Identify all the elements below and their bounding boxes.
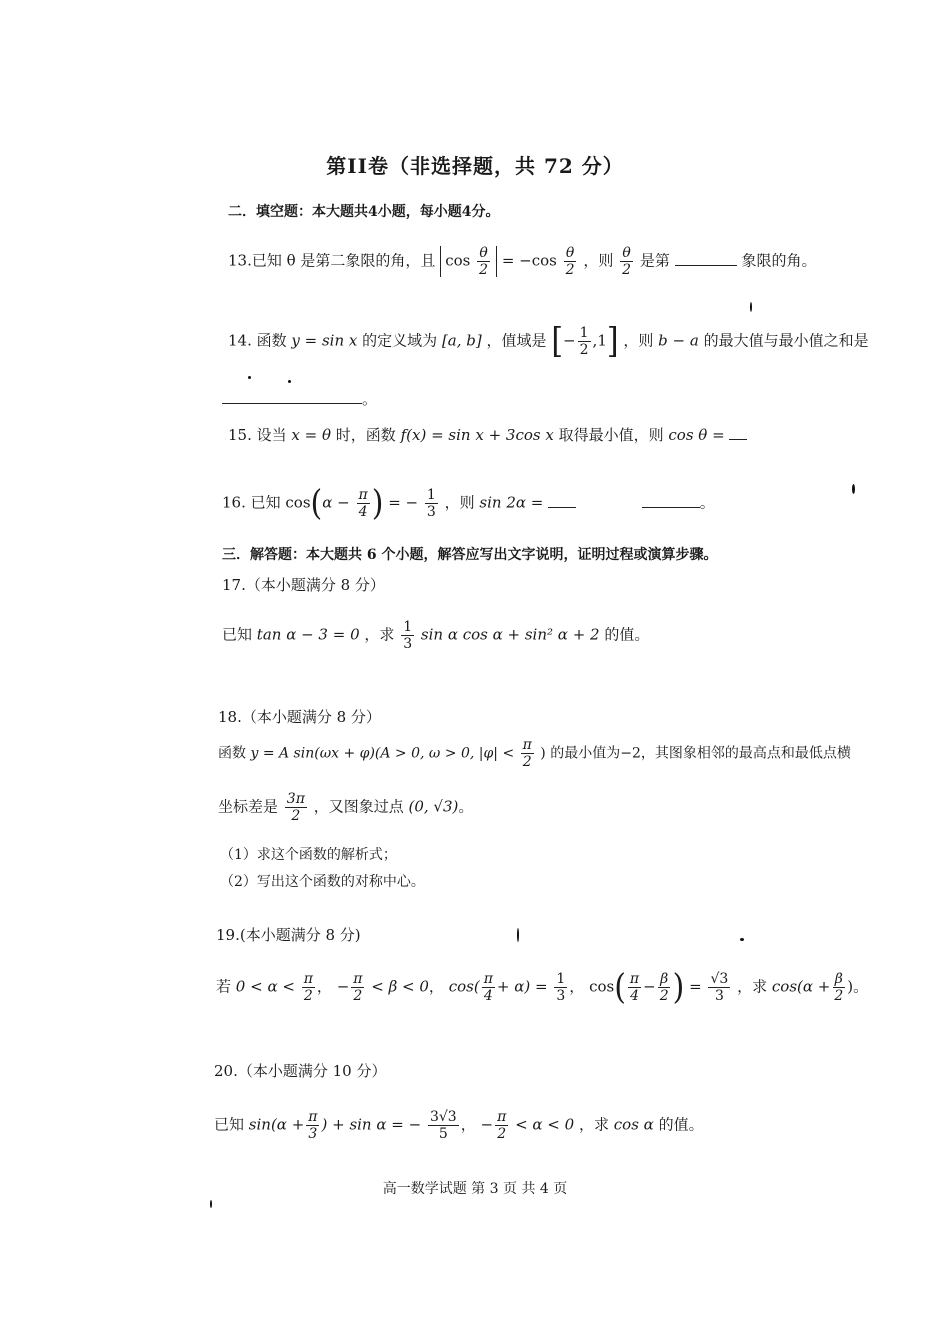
q20-askexpr: cos α bbox=[613, 1115, 654, 1134]
q14-period: 。 bbox=[362, 390, 378, 408]
q18-header: 18.（本小题满分 8 分） bbox=[218, 708, 381, 726]
q14-frac-num: 1 bbox=[579, 325, 589, 341]
q19-eq: = bbox=[689, 977, 702, 996]
q13-is: 是第 bbox=[639, 251, 670, 270]
q18-fracpi-num: π bbox=[522, 737, 532, 753]
q19-c2a: − bbox=[336, 977, 350, 996]
q13-abs bbox=[440, 246, 497, 277]
q17-prefix: 已知 bbox=[222, 625, 253, 644]
q16-prefix: 16. 已知 bbox=[222, 493, 281, 512]
q19-frac-3 bbox=[482, 972, 495, 1003]
q15-prefix: 15. 设当 bbox=[228, 426, 287, 444]
q19-close: ) bbox=[847, 977, 854, 996]
question-16 bbox=[222, 482, 715, 524]
q14-tail: 的最大值与最小值之和是 bbox=[703, 331, 869, 350]
q20-sin: sin(α + bbox=[248, 1115, 305, 1134]
q14-domain: 的定义域为 bbox=[362, 331, 438, 350]
q16-alpha: α − bbox=[322, 493, 350, 512]
q19-frac7-num: √3 bbox=[710, 971, 729, 987]
section2-heading: 二．填空题：本大题共4小题，每小题4分。 bbox=[228, 204, 500, 220]
q18-line1a: 函数 bbox=[218, 745, 246, 762]
q20-frac2-den: 5 bbox=[438, 1126, 448, 1142]
q19-frac7-den: 3 bbox=[714, 988, 724, 1004]
q15-func: f(x) = sin x + 3cos x bbox=[400, 426, 554, 444]
page-footer: 高一数学试题 第 3 页 共 4 页 bbox=[382, 1181, 568, 1197]
q14-interval: [a, b] bbox=[441, 331, 482, 350]
q14-suffix: ，则 bbox=[623, 331, 654, 350]
q19-frac4-den: 3 bbox=[556, 988, 566, 1004]
q17-expr: sin α cos α + sin² α + 2 bbox=[420, 625, 600, 644]
q19-frac-1 bbox=[302, 972, 315, 1003]
q19-ask: ，求 bbox=[737, 977, 768, 996]
q19-frac-4 bbox=[554, 972, 567, 1003]
q20-frac-1 bbox=[306, 1110, 319, 1141]
q16-frac-pi bbox=[357, 488, 370, 519]
q14-close-bracket: ] bbox=[606, 320, 619, 362]
q18-line1b: ) 的最小值为−2，其图象相邻的最高点和最低点横 bbox=[540, 745, 851, 762]
q13-frac-3 bbox=[620, 246, 633, 277]
q17-cond: tan α − 3 = 0 bbox=[256, 625, 360, 644]
q19-comma-2: ， bbox=[428, 977, 444, 996]
q17-frac-num: 1 bbox=[403, 619, 413, 635]
q18-fracpi-den: 2 bbox=[522, 754, 532, 770]
section-title: 第II卷（非选择题，共 72 分） bbox=[326, 154, 624, 178]
q19-frac6-den: 2 bbox=[659, 988, 669, 1004]
q16-cos: cos bbox=[285, 493, 311, 512]
q19-header: 19.(本小题满分 8 分) bbox=[216, 926, 361, 944]
q16-eq: = − bbox=[388, 493, 419, 512]
section3-heading: 三．解答题：本大题共 6 个小题，解答应写出文字说明，证明过程或演算步骤。 bbox=[222, 547, 718, 563]
q13-frac3-num: θ bbox=[622, 245, 631, 261]
q13-frac1-num: θ bbox=[479, 245, 488, 261]
q18-frac-3pi bbox=[285, 792, 307, 823]
q14-func: y = sin x bbox=[291, 331, 358, 350]
q16-fracthird-den: 3 bbox=[426, 504, 436, 520]
q13-frac2-den: 2 bbox=[565, 262, 575, 278]
scan-speck bbox=[210, 1200, 212, 1208]
q19-frac-6 bbox=[658, 972, 671, 1003]
q19-cosa: cos( bbox=[448, 977, 480, 996]
q20-ask: ，求 bbox=[578, 1115, 609, 1134]
question-15 bbox=[228, 428, 747, 443]
q18-point: (0, √3) bbox=[408, 797, 459, 816]
q16-period: 。 bbox=[699, 493, 715, 512]
question-14 bbox=[228, 320, 869, 362]
q16-answer-blank-1[interactable] bbox=[548, 507, 576, 508]
question-18-line2 bbox=[218, 792, 473, 823]
q19-frac8-num: β bbox=[834, 971, 843, 987]
q16-fracthird-num: 1 bbox=[426, 487, 436, 503]
q20-neg: − bbox=[480, 1115, 494, 1134]
question-19 bbox=[216, 966, 869, 1008]
q19-c2b: < β < 0 bbox=[371, 977, 429, 996]
q20-comma: ， bbox=[460, 1115, 476, 1134]
q16-answer-blank-2[interactable] bbox=[642, 507, 700, 508]
q14-answer-blank[interactable] bbox=[222, 403, 362, 404]
q14-frac bbox=[578, 326, 591, 357]
q20-header: 20.（本小题满分 10 分） bbox=[214, 1062, 387, 1080]
q15-cond: x = θ bbox=[291, 426, 332, 444]
q14-frac-den: 2 bbox=[579, 342, 589, 358]
q19-cosb: cos bbox=[589, 977, 615, 996]
q18-func: y = A sin(ωx + φ)(A > 0, ω > 0, |φ| < bbox=[250, 745, 515, 762]
q18-period: 。 bbox=[458, 797, 474, 816]
q20-frac3-num: π bbox=[497, 1109, 507, 1125]
q19-frac3-den: 4 bbox=[483, 988, 493, 1004]
q19-frac5-num: π bbox=[629, 971, 640, 987]
q19-frac6-num: β bbox=[660, 971, 669, 987]
q16-ask: sin 2α = bbox=[479, 493, 544, 512]
q17-frac bbox=[401, 620, 414, 651]
q19-frac-8 bbox=[832, 972, 845, 1003]
q19-c1a: 0 < α < bbox=[235, 977, 295, 996]
q16-close-paren: ) bbox=[371, 482, 384, 524]
q19-comma-3: ， bbox=[569, 977, 585, 996]
q19-frac2-den: 2 bbox=[353, 988, 363, 1004]
scan-speck bbox=[517, 928, 519, 942]
q19-frac4-num: 1 bbox=[556, 971, 566, 987]
q16-then: ，则 bbox=[444, 493, 475, 512]
question-18-line1 bbox=[218, 738, 851, 769]
q15-ask: cos θ = bbox=[668, 426, 725, 444]
q20-rest: ) + sin α = − bbox=[321, 1115, 422, 1134]
q13-prefix: 13.已知 θ 是第二象限的角，且 bbox=[228, 251, 436, 270]
q18-part2: （2）写出这个函数的对称中心。 bbox=[220, 874, 425, 890]
question-13 bbox=[228, 246, 816, 277]
q17-suffix: 的值。 bbox=[604, 625, 650, 644]
q20-frac-2 bbox=[428, 1110, 459, 1141]
q14-minus: − bbox=[563, 331, 576, 350]
q14-range-end: ,1 bbox=[592, 331, 607, 350]
q14-prefix: 14. 函数 bbox=[228, 331, 287, 350]
question-17 bbox=[222, 620, 649, 651]
q14-range: ，值域是 bbox=[486, 331, 547, 350]
q17-header: 17.（本小题满分 8 分） bbox=[222, 576, 385, 594]
q16-frac-third bbox=[425, 488, 438, 519]
q20-prefix: 已知 bbox=[214, 1115, 245, 1134]
scan-speck bbox=[750, 302, 752, 312]
q19-frac8-den: 2 bbox=[834, 988, 844, 1004]
q13-frac2-num: θ bbox=[565, 245, 575, 261]
q18-part1: （1）求这个函数的解析式； bbox=[220, 847, 397, 863]
q20-suffix: 的值。 bbox=[658, 1115, 704, 1134]
q15-answer-blank[interactable] bbox=[729, 439, 747, 440]
q18-frac-pi bbox=[521, 738, 534, 769]
q19-frac-5 bbox=[628, 972, 641, 1003]
q13-frac-2 bbox=[564, 246, 577, 277]
q19-period: 。 bbox=[853, 977, 869, 996]
q13-suffix: 象限的角。 bbox=[741, 251, 817, 270]
q19-frac5-den: 4 bbox=[630, 988, 639, 1004]
q19-open-paren: ( bbox=[614, 966, 626, 1008]
q19-frac3-num: π bbox=[483, 971, 493, 987]
scan-speck bbox=[248, 376, 251, 379]
q16-fracpi-den: 4 bbox=[358, 504, 368, 520]
q13-frac-1 bbox=[477, 246, 490, 277]
scan-speck bbox=[740, 938, 744, 941]
q16-fracpi-num: π bbox=[358, 487, 368, 503]
scan-speck bbox=[288, 380, 291, 383]
q18-line2a: 坐标差是 bbox=[218, 797, 279, 816]
q19-plusalpha: + α) = bbox=[496, 977, 548, 996]
q13-frac1-den: 2 bbox=[479, 262, 489, 278]
q15-mid: 时，函数 bbox=[335, 426, 396, 444]
q13-cos: cos bbox=[445, 251, 471, 270]
q13-eq: = −cos bbox=[501, 251, 557, 270]
q19-frac1-num: π bbox=[303, 971, 313, 987]
q18-frac3pi-den: 2 bbox=[291, 808, 301, 824]
q17-frac-den: 3 bbox=[403, 636, 413, 652]
q20-frac1-num: π bbox=[308, 1109, 318, 1125]
q20-frac-3 bbox=[495, 1110, 508, 1141]
q19-comma-1: ， bbox=[316, 977, 332, 996]
q13-frac3-den: 2 bbox=[622, 262, 632, 278]
q19-frac-7 bbox=[708, 972, 730, 1003]
q18-line2b: ，又图象过点 bbox=[313, 797, 404, 816]
q18-frac3pi-num: 3π bbox=[286, 791, 305, 807]
question-20 bbox=[214, 1110, 704, 1141]
q20-frac2-num: 3√3 bbox=[429, 1109, 457, 1125]
q19-close-paren: ) bbox=[672, 966, 685, 1008]
q13-mid: ，则 bbox=[583, 251, 614, 270]
q14-open-bracket: [ bbox=[551, 320, 564, 362]
q19-frac1-den: 2 bbox=[303, 988, 313, 1004]
q19-askexpr: cos(α + bbox=[771, 977, 831, 996]
q19-frac2-num: π bbox=[353, 971, 363, 987]
q20-frac1-den: 3 bbox=[308, 1126, 318, 1142]
q13-answer-blank[interactable] bbox=[675, 265, 737, 266]
q14-answer-line bbox=[222, 392, 377, 407]
q16-open-paren: ( bbox=[310, 482, 323, 524]
q15-tail: 取得最小值，则 bbox=[558, 426, 664, 444]
scan-speck bbox=[852, 484, 855, 494]
q14-diff: b − a bbox=[658, 331, 699, 350]
q19-minus: − bbox=[643, 977, 656, 996]
q20-range: < α < 0 bbox=[515, 1115, 575, 1134]
q19-frac-2 bbox=[351, 972, 364, 1003]
q19-prefix: 若 bbox=[216, 977, 232, 996]
q20-frac3-den: 2 bbox=[497, 1126, 507, 1142]
q17-ask: ，求 bbox=[364, 625, 395, 644]
